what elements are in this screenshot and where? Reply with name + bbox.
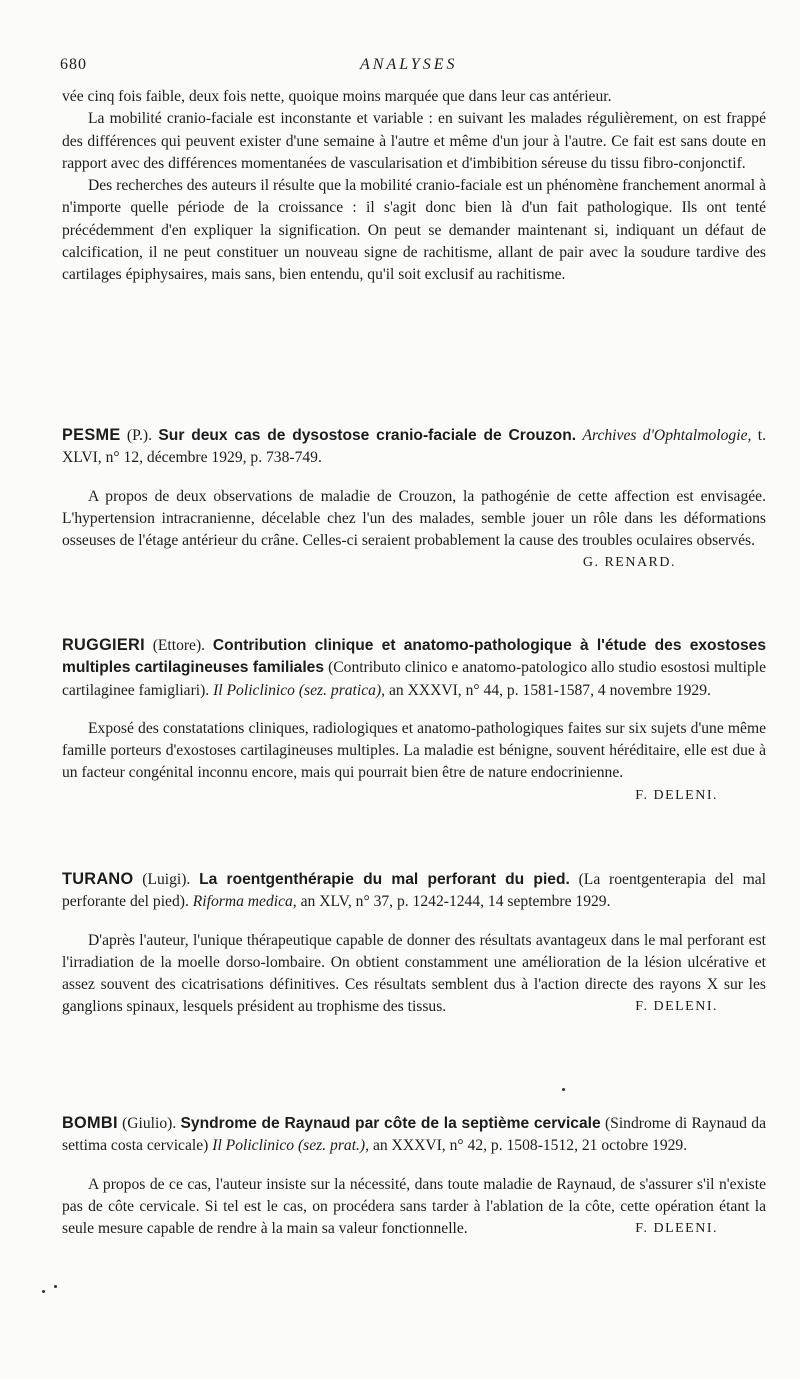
printing-speck	[562, 1088, 565, 1091]
printing-speck	[54, 1285, 57, 1288]
entry-turano	[62, 868, 766, 1019]
original-title: (La roentgenterapia del mal perforante del pied).	[62, 871, 767, 911]
author-initials: (Giulio).	[122, 1115, 177, 1132]
signature: G. RENARD.	[582, 555, 676, 571]
author-initials: (Ettore).	[152, 637, 206, 654]
reference: an XXXVI, n° 44, p. 1581-1587, 4 novembre 1929.	[388, 681, 711, 699]
author-initials: (P.).	[126, 427, 153, 444]
abstract	[62, 930, 766, 1019]
journal-name: Il Policlinico (sez. prat.),	[212, 1137, 370, 1155]
journal-name: Il Policlinico (sez. pratica),	[213, 681, 386, 699]
reference: an XXXVI, n° 42, p. 1508-1512, 21 octobre 1929.	[372, 1137, 688, 1155]
original-title: (Contributo clinico e anatomo-patologico allo studio esostosi multiple cartilaginee famigliari).	[62, 659, 766, 699]
printing-speck	[42, 1290, 45, 1293]
author-initials: (Luigi).	[142, 871, 191, 888]
journal-name: Riforma medica,	[192, 893, 297, 911]
article-title: Sur deux cas de dysostose cranio-faciale de Crouzon.	[158, 427, 577, 444]
original-title: (Sindrome di Raynaud da settima costa cervicale)	[62, 1115, 766, 1155]
intro-text	[62, 86, 766, 287]
paragraph: La mobilité cranio-faciale est inconstante et variable : en suivant les malades régulièrement, on est frappé des différences qui peuvent exister d'une semaine à l'autre et même d'un jour à l'autre. Ce fait est sans doute en rapport avec des différences momentanées de vascularisation et d'imbibition séreuse du tissu fibro-conjonctif.	[62, 110, 766, 172]
signature: F. DELENI.	[635, 787, 718, 803]
paragraph: vée cinq fois faible, deux fois nette, quoique moins marquée que dans leur cas antérieur.	[62, 88, 612, 105]
reference: an XLV, n° 37, p. 1242-1244, 14 septembre 1929.	[300, 893, 611, 911]
reference: t. XLVI, n° 12, décembre 1929, p. 738-749.	[62, 427, 766, 467]
citation	[62, 1112, 766, 1158]
citation	[62, 868, 766, 914]
running-head	[60, 56, 760, 80]
abstract-text: A propos de ce cas, l'auteur insiste sur la nécessité, dans toute maladie de Raynaud, de s'assurer s'il n'existe pas de côte cervicale. Si tel est le cas, on procédera sans tarder à l'ablation de la côte, cette opération étant la seule mesure capable de rendre à la main sa valeur fonctionnelle.	[62, 1175, 766, 1238]
page-number: 680	[60, 56, 87, 73]
abstract-text: Exposé des constatations cliniques, radiologiques et anatomo-pathologiques faites sur six sujets d'une même famille porteurs d'exostoses cartilagineuses multiples. La maladie est bénigne, souvent héréditaire, elle est due à un facteur congénital inconnu encore, mais qui pourrait bien être de nature endocrinienne.	[62, 719, 766, 782]
article-title: Syndrome de Raynaud par côte de la septième cervicale	[180, 1115, 601, 1132]
paragraph: Des recherches des auteurs il résulte que la mobilité cranio-faciale est un phénomène franchement anormal à n'importe quelle période de la croissance : il s'agit donc bien là d'un fait pathologique. Ils ont tenté précédemment d'en expliquer la signification. On peut se demander maintenant si, indiquant un défaut de calcification, il ne peut constituer un nouveau signe de rachitisme, allant de pair avec la soudure tardive des cartilages épiphysaires, mais sans, bien entendu, qu'il soit exclusif au rachitisme.	[62, 177, 766, 284]
signature: F. DLEENI.	[635, 1221, 718, 1237]
entry-pesme	[62, 424, 766, 575]
abstract	[62, 718, 766, 803]
citation	[62, 424, 766, 470]
entry-ruggieri	[62, 634, 766, 807]
journal-name: Archives d'Ophtalmologie,	[582, 427, 752, 444]
section-title: ANALYSES	[360, 56, 458, 73]
abstract-text: D'après l'auteur, l'unique thérapeutique capable de donner des résultats avantageux dans le mal perforant est l'irradiation de la moelle dorso-lombaire. On obtient constamment une amélioration de la lésion ulcérative et assez souvent des cicatrisations définitives. Ces résultats semblent dus à l'action directe des rayons X sur les ganglions spinaux, lesquels président au trophisme des tissus.	[62, 931, 766, 1016]
author-name: TURANO	[62, 870, 134, 888]
article-title: La roentgenthérapie du mal perforant du pied.	[199, 871, 570, 888]
signature: F. DELENI.	[635, 999, 718, 1015]
entry-bombi	[62, 1112, 766, 1240]
abstract	[62, 1174, 766, 1241]
author-name: RUGGIERI	[62, 636, 145, 654]
author-name: PESME	[62, 426, 121, 444]
article-title: Contribution clinique et anatomo-pathologique à l'étude des exostoses multiples cartilagineuses familiales	[62, 637, 766, 677]
citation	[62, 634, 766, 702]
author-name: BOMBI	[62, 1114, 118, 1132]
abstract: A propos de deux observations de maladie de Crouzon, la pathogénie de cette affection est envisagée. L'hypertension intracranienne, décelable chez l'un des malades, semble jouer un rôle dans les déformations osseuses de l'étage antérieur du crâne. Celles-ci seraient probablement la cause des troubles oculaires observés.	[62, 487, 766, 550]
